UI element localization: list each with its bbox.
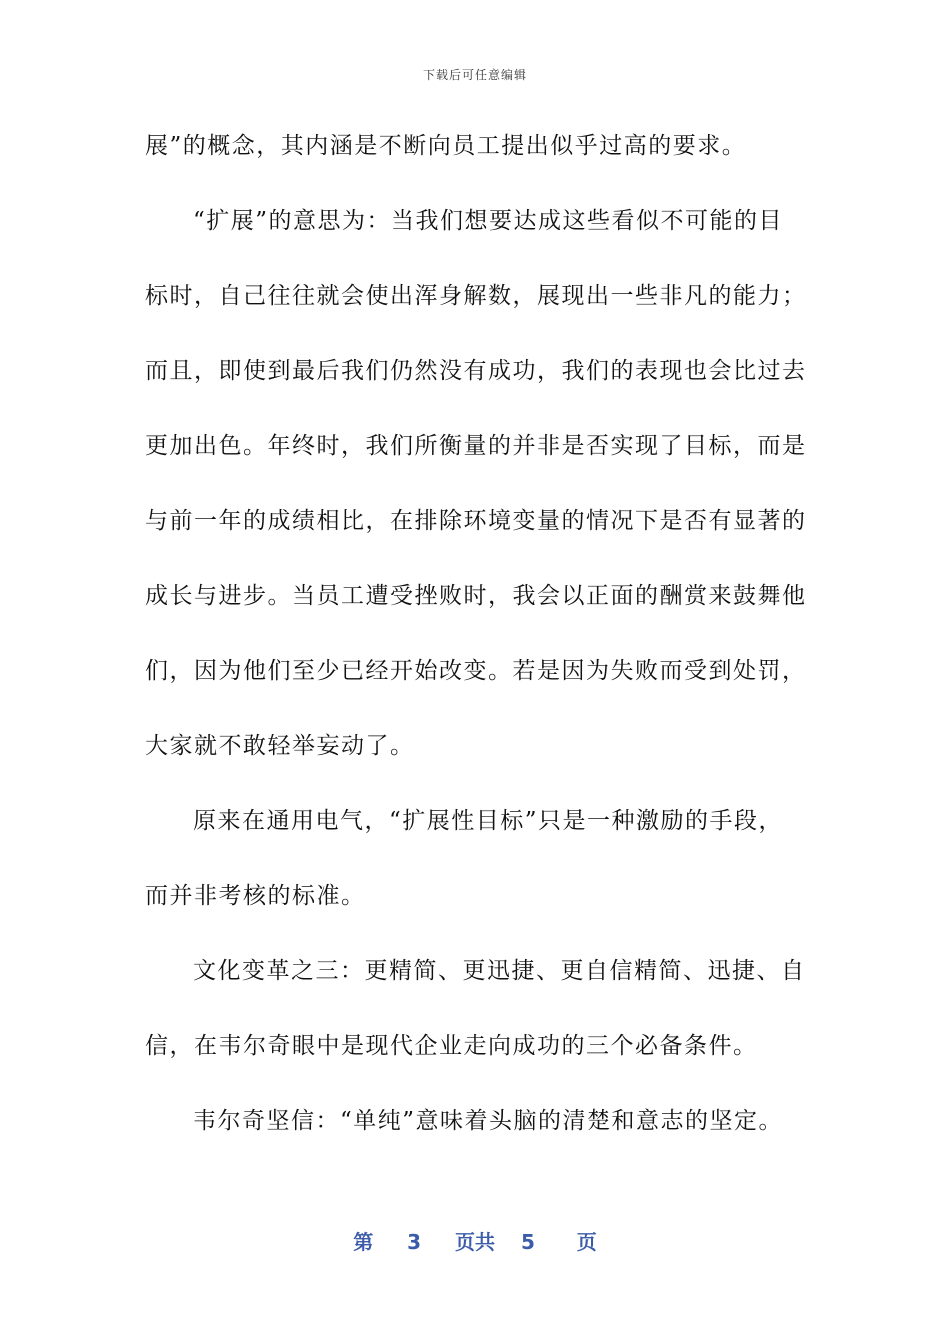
text-line: 大家就不敢轻举妄动了。 [145,733,415,759]
text-line: 展”的概念，其内涵是不断向员工提出似乎过高的要求。 [145,133,747,159]
text-line: 韦尔奇坚信：“单纯”意味着头脑的清楚和意志的坚定。 [193,1108,784,1134]
text-line: 而并非考核的标准。 [145,883,366,909]
footer-prefix: 第 [353,1230,374,1254]
text-line: 标时，自己往往就会使出浑身解数，展现出一些非凡的能力； [145,283,807,309]
text-line: 信，在韦尔奇眼中是现代企业走向成功的三个必备条件。 [145,1033,758,1059]
text-line: 文化变革之三：更精简、更迅捷、更自信精简、迅捷、自 [193,958,806,984]
text-line: “扩展”的意思为：当我们想要达成这些看似不可能的目 [193,208,784,234]
total-pages-number: 5 [520,1230,535,1254]
text-line: 与前一年的成绩相比，在排除环境变量的情况下是否有显著的 [145,508,807,534]
text-line: 而且，即使到最后我们仍然没有成功，我们的表现也会比过去 [145,358,807,384]
page-header: 下载后可任意编辑 [422,68,527,82]
page-footer [0,1226,950,1255]
text-line: 更加出色。年终时，我们所衡量的并非是否实现了目标，而是 [145,433,807,459]
text-line: 们，因为他们至少已经开始改变。若是因为失败而受到处罚， [145,658,807,684]
footer-middle: 页共 [455,1230,495,1254]
current-page-number: 3 [407,1230,422,1254]
text-line: 成长与进步。当员工遭受挫败时，我会以正面的酬赏来鼓舞他 [145,583,807,609]
text-line: 原来在通用电气，“扩展性目标”只是一种激励的手段， [193,808,784,834]
footer-suffix: 页 [576,1230,597,1254]
